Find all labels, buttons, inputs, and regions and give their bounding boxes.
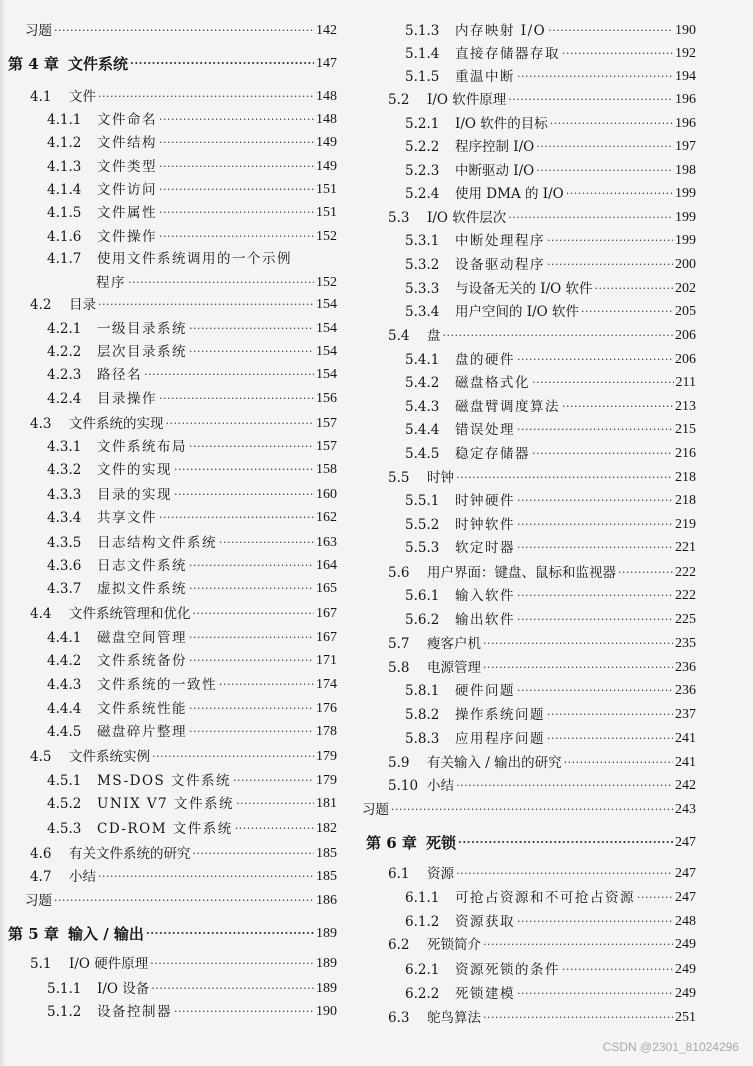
toc-subsection[interactable]: 5.8.2 操作系统问题 ····· 237 (358, 706, 696, 724)
toc-subsection[interactable]: 4.1.4 文件访问 ····· 151 (0, 181, 337, 199)
toc-subsection[interactable]: 5.3.1 中断处理程序 ····· 199 (358, 232, 696, 250)
toc-subsection[interactable]: 5.5.1 时钟硬件 ····· 218 (358, 492, 696, 510)
toc-subsection[interactable]: 4.5.3 CD-ROM 文件系统 ····· 182 (0, 820, 337, 838)
toc-subsection[interactable]: 5.5.2 时钟软件 ····· 219 (358, 516, 696, 534)
toc-entry[interactable]: 习题 ····· 186 (0, 892, 337, 910)
toc-section[interactable]: 5.6 用户界面：键盘、鼠标和监视器 ····· 222 (358, 564, 696, 582)
toc-entry[interactable]: 习题 ····· 243 (358, 801, 696, 819)
toc-section[interactable]: 5.10 小结 ····· 242 (358, 777, 696, 795)
toc-section[interactable]: 4.5 文件系统实例 ····· 179 (0, 748, 337, 766)
toc-subsection[interactable]: 6.1.1 可抢占资源和不可抢占资源 ····· 247 (358, 889, 696, 907)
toc-subsection[interactable]: 5.8.3 应用程序问题 ····· 241 (358, 730, 696, 748)
toc-subsection[interactable]: 4.3.7 虚拟文件系统 ····· 165 (0, 580, 337, 598)
toc-subsection[interactable]: 5.6.1 输入软件 ····· 222 (358, 587, 696, 605)
toc-chapter[interactable]: 第 5 章 输入 / 输出 ····· 189 (0, 925, 337, 943)
toc-subsection[interactable]: 5.2.3 中断驱动 I/O ····· 198 (358, 162, 696, 180)
toc-subsection[interactable]: 4.2.1 一级目录系统 ····· 154 (0, 320, 337, 338)
toc-subsection[interactable]: 4.3.5 日志结构文件系统 ····· 163 (0, 534, 337, 552)
toc-section[interactable]: 4.1 文件 ····· 148 (0, 88, 337, 106)
toc-subsection[interactable]: 5.4.2 磁盘格式化 ····· 211 (358, 374, 696, 392)
toc-subsection[interactable]: 5.4.1 盘的硬件 ····· 206 (358, 351, 696, 369)
toc-subsection[interactable]: 4.4.4 文件系统性能 ····· 176 (0, 700, 337, 718)
toc-subsection[interactable]: 5.5.3 软定时器 ····· 221 (358, 539, 696, 557)
toc-subsection-continued[interactable]: 程序 ····· 152 (0, 274, 337, 292)
toc-section[interactable]: 4.4 文件系统管理和优化 ····· 167 (0, 605, 337, 623)
toc-subsection[interactable]: 4.1.3 文件类型 ····· 149 (0, 158, 337, 176)
toc-section[interactable]: 4.2 目录 ····· 154 (0, 296, 337, 314)
toc-subsection[interactable]: 4.3.4 共享文件 ····· 162 (0, 509, 337, 527)
toc-entry[interactable]: 习题 ····· 142 (0, 22, 337, 40)
toc-section[interactable]: 4.7 小结 ····· 185 (0, 868, 337, 886)
toc-subsection[interactable]: 4.1.7 使用文件系统调用的一个示例 (47, 251, 292, 267)
toc-subsection[interactable]: 4.1.6 文件操作 ····· 152 (0, 228, 337, 246)
toc-chapter[interactable]: 第 4 章 文件系统 ····· 147 (0, 55, 337, 73)
toc-subsection[interactable]: 4.1.1 文件命名 ····· 148 (0, 111, 337, 129)
toc-subsection[interactable]: 6.2.1 资源死锁的条件 ····· 249 (358, 961, 696, 979)
toc-subsection[interactable]: 4.4.3 文件系统的一致性 ····· 174 (0, 676, 337, 694)
toc-subsection[interactable]: 4.1.2 文件结构 ····· 149 (0, 134, 337, 152)
toc-subsection[interactable]: 5.8.1 硬件问题 ····· 236 (358, 682, 696, 700)
toc-subsection[interactable]: 4.5.2 UNIX V7 文件系统 ····· 181 (0, 795, 337, 813)
toc-section[interactable]: 5.1 I/O 硬件原理 ····· 189 (0, 955, 337, 973)
toc-subsection[interactable]: 6.2.2 死锁建模 ····· 249 (358, 985, 696, 1003)
toc-subsection[interactable]: 5.2.2 程序控制 I/O ····· 197 (358, 138, 696, 156)
toc-subsection[interactable]: 5.1.4 直接存储器存取 ····· 192 (358, 45, 696, 63)
toc-section[interactable]: 5.2 I/O 软件原理 ····· 196 (358, 91, 696, 109)
toc-subsection[interactable]: 5.2.4 使用 DMA 的 I/O ····· 199 (358, 185, 696, 203)
toc-subsection[interactable]: 5.4.3 磁盘臂调度算法 ····· 213 (358, 398, 696, 416)
toc-subsection[interactable]: 4.2.3 路径名 ····· 154 (0, 366, 337, 384)
toc-subsection[interactable]: 5.4.4 错误处理 ····· 215 (358, 421, 696, 439)
toc-subsection[interactable]: 4.3.2 文件的实现 ····· 158 (0, 461, 337, 479)
toc-subsection[interactable]: 5.3.2 设备驱动程序 ····· 200 (358, 256, 696, 274)
toc-subsection[interactable]: 4.1.5 文件属性 ····· 151 (0, 204, 337, 222)
toc-subsection[interactable]: 4.4.5 磁盘碎片整理 ····· 178 (0, 723, 337, 741)
toc-subsection[interactable]: 4.4.2 文件系统备份 ····· 171 (0, 652, 337, 670)
toc-section[interactable]: 6.3 鸵鸟算法 ····· 251 (358, 1009, 696, 1027)
toc-subsection[interactable]: 5.1.1 I/O 设备 ····· 189 (0, 980, 337, 998)
watermark: CSDN @2301_81024296 (602, 1040, 739, 1054)
toc-subsection[interactable]: 5.3.3 与设备无关的 I/O 软件 ····· 202 (358, 280, 696, 298)
toc-subsection[interactable]: 6.1.2 资源获取 ····· 248 (358, 913, 696, 931)
toc-section[interactable]: 5.5 时钟 ····· 218 (358, 469, 696, 487)
toc-section[interactable]: 5.3 I/O 软件层次 ····· 199 (358, 209, 696, 227)
toc-subsection[interactable]: 5.3.4 用户空间的 I/O 软件 ····· 205 (358, 303, 696, 321)
toc-subsection[interactable]: 5.6.2 输出软件 ····· 225 (358, 611, 696, 629)
toc-subsection[interactable]: 5.1.2 设备控制器 ····· 190 (0, 1003, 337, 1021)
toc-section[interactable]: 5.4 盘 ····· 206 (358, 327, 696, 345)
toc-section[interactable]: 4.3 文件系统的实现 ····· 157 (0, 415, 337, 433)
toc-subsection[interactable]: 4.3.6 日志文件系统 ····· 164 (0, 557, 337, 575)
toc-subsection[interactable]: 5.1.3 内存映射 I/O ····· 190 (358, 22, 696, 40)
toc-subsection[interactable]: 4.4.1 磁盘空间管理 ····· 167 (0, 629, 337, 647)
toc-subsection[interactable]: 4.5.1 MS-DOS 文件系统 ····· 179 (0, 772, 337, 790)
toc-subsection[interactable]: 4.3.3 目录的实现 ····· 160 (0, 486, 337, 504)
toc-subsection[interactable]: 5.1.5 重温中断 ····· 194 (358, 68, 696, 86)
toc-subsection[interactable]: 5.4.5 稳定存储器 ····· 216 (358, 445, 696, 463)
toc-subsection[interactable]: 4.2.4 目录操作 ····· 156 (0, 390, 337, 408)
toc-section[interactable]: 5.9 有关输入 / 输出的研究 ····· 241 (358, 754, 696, 772)
toc-section[interactable]: 5.8 电源管理 ····· 236 (358, 659, 696, 677)
toc-subsection[interactable]: 4.3.1 文件系统布局 ····· 157 (0, 438, 337, 456)
toc-section[interactable]: 6.2 死锁简介 ····· 249 (358, 936, 696, 954)
toc-chapter[interactable]: 第 6 章 死锁 ····· 247 (358, 834, 696, 852)
toc-subsection[interactable]: 4.2.2 层次目录系统 ····· 154 (0, 343, 337, 361)
toc-subsection[interactable]: 5.2.1 I/O 软件的目标 ····· 196 (358, 115, 696, 133)
toc-section[interactable]: 4.6 有关文件系统的研究 ····· 185 (0, 845, 337, 863)
toc-section[interactable]: 6.1 资源 ····· 247 (358, 865, 696, 883)
toc-section[interactable]: 5.7 瘦客户机 ····· 235 (358, 635, 696, 653)
